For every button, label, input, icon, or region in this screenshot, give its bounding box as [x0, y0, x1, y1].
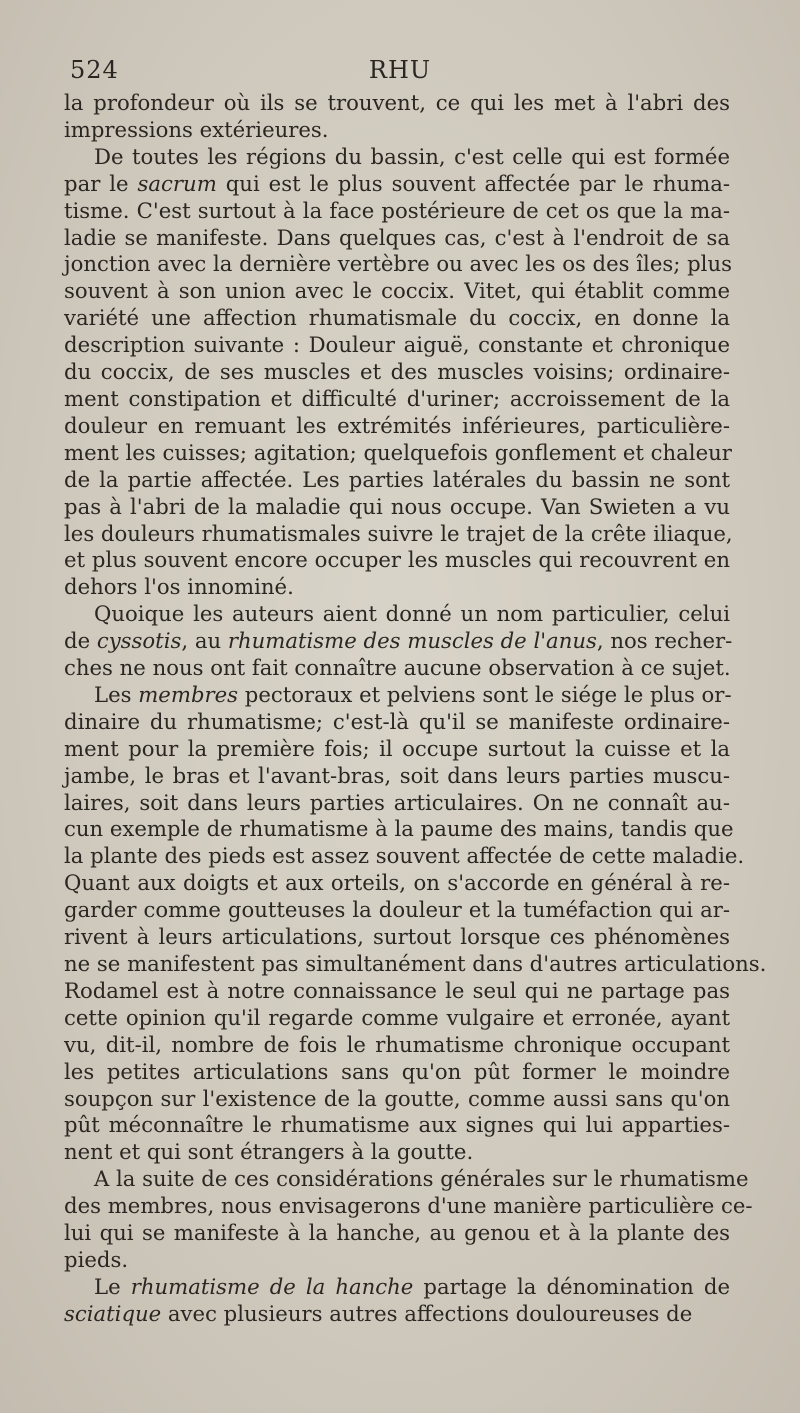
- text-line: tisme. C'est surtout à la face postérieure de cet os que la ma-: [64, 197, 730, 223]
- text-line: description suivante : Douleur aiguë, constante et chronique: [64, 332, 730, 358]
- text-line: A la suite de ces considérations générales sur le rhumatisme: [94, 1166, 749, 1192]
- text-line: dinaire du rhumatisme; c'est-là qu'il se manifeste ordinaire-: [64, 708, 730, 734]
- text-line: douleur en remuant les extrémités inférieures, particulière-: [64, 412, 730, 438]
- text-line: du coccix, de ses muscles et des muscles voisins; ordinaire-: [64, 359, 730, 385]
- text-line: ne se manifestent pas simultanément dans d'autres articulations.: [64, 951, 767, 976]
- text-line: Quoique les auteurs aient donné un nom particulier, celui: [94, 601, 730, 627]
- text-line: variété une affection rhumatismale du coccix, en donne la: [64, 305, 730, 331]
- text-line: lui qui se manifeste à la hanche, au genou et à la plante des: [64, 1220, 730, 1246]
- text-line: jonction avec la dernière vertèbre ou avec les os des îles; plus: [64, 251, 732, 277]
- paragraph: [64, 1274, 730, 1328]
- running-head: RHU: [368, 56, 432, 84]
- text-line: ment constipation et difficulté d'uriner; accroissement de la: [64, 385, 730, 411]
- text-line: les petites articulations sans qu'on pût former le moindre: [64, 1058, 730, 1084]
- paragraph: [64, 143, 733, 601]
- text-line: Rodamel est à notre connaissance le seul qui ne partage pas: [64, 977, 730, 1003]
- text-line: et plus souvent encore occuper les muscles qui recouvrent en: [64, 547, 730, 573]
- text-line: rivent à leurs articulations, surtout lorsque ces phénomènes: [64, 924, 730, 950]
- text-line: des membres, nous envisagerons d'une manière particulière ce-: [64, 1193, 753, 1219]
- text-line: ment pour la première fois; il occupe surtout la cuisse et la: [64, 735, 730, 761]
- text-line: sciatique avec plusieurs autres affections douloureuses de: [64, 1300, 693, 1326]
- page-header: [70, 56, 730, 92]
- text-line: ladie se manifeste. Dans quelques cas, c'est à l'endroit de sa: [64, 224, 730, 250]
- text-line: nent et qui sont étrangers à la goutte.: [64, 1139, 474, 1165]
- text-line: pas à l'abri de la maladie qui nous occupe. Van Swieten a vu: [64, 493, 730, 519]
- text-line: laires, soit dans leurs parties articulaires. On ne connaît au-: [64, 789, 730, 815]
- text-line: pût méconnaître le rhumatisme aux signes qui lui apparties-: [64, 1112, 730, 1138]
- text-line: les douleurs rhumatismales suivre le trajet de la crête iliaque,: [64, 520, 733, 546]
- text-line: garder comme goutteuses la douleur et la tuméfaction qui ar-: [64, 897, 730, 923]
- text-line: impressions extérieures.: [64, 116, 329, 142]
- text-line: dehors l'os innominé.: [64, 574, 294, 600]
- text-line: De toutes les régions du bassin, c'est celle qui est formée: [94, 143, 730, 169]
- text-line: cun exemple de rhumatisme à la paume des mains, tandis que: [64, 816, 734, 842]
- text-line: ches ne nous ont fait connaître aucune observation à ce sujet.: [64, 655, 731, 681]
- paragraph: [64, 601, 733, 682]
- text-line: la profondeur où ils se trouvent, ce qui les met à l'abri des: [64, 90, 730, 115]
- text-line: Le rhumatisme de la hanche partage la dénomination de: [94, 1273, 731, 1299]
- paragraph: [64, 1166, 753, 1274]
- text-line: la plante des pieds est assez souvent affectée de cette maladie.: [64, 843, 745, 869]
- paragraph: [64, 681, 767, 1166]
- text-line: soupçon sur l'existence de la goutte, comme aussi sans qu'on: [64, 1085, 730, 1111]
- text-line: pieds.: [64, 1246, 129, 1272]
- text-line: souvent à son union avec le coccix. Vitet, qui établit comme: [64, 278, 730, 304]
- text-line: Les membres pectoraux et pelviens sont le siége le plus or-: [94, 681, 732, 707]
- text-line: par le sacrum qui est le plus souvent affectée par le rhuma-: [64, 170, 731, 196]
- text-line: jambe, le bras et l'avant-bras, soit dans leurs parties muscu-: [64, 762, 730, 788]
- page-number: 524: [70, 56, 119, 84]
- text-line: de la partie affectée. Les parties latérales du bassin ne sont: [64, 466, 730, 492]
- page-body-text: [64, 90, 767, 1328]
- paragraph: [64, 90, 730, 144]
- text-line: Quant aux doigts et aux orteils, on s'accorde en général à re-: [64, 870, 730, 896]
- text-line: cette opinion qu'il regarde comme vulgaire et erronée, ayant: [64, 1004, 730, 1030]
- text-line: vu, dit-il, nombre de fois le rhumatisme chronique occupant: [64, 1031, 730, 1057]
- text-line: ment les cuisses; agitation; quelquefois gonflement et chaleur: [64, 439, 732, 465]
- text-line: de cyssotis, au rhumatisme des muscles de l'anus, nos recher-: [64, 628, 733, 654]
